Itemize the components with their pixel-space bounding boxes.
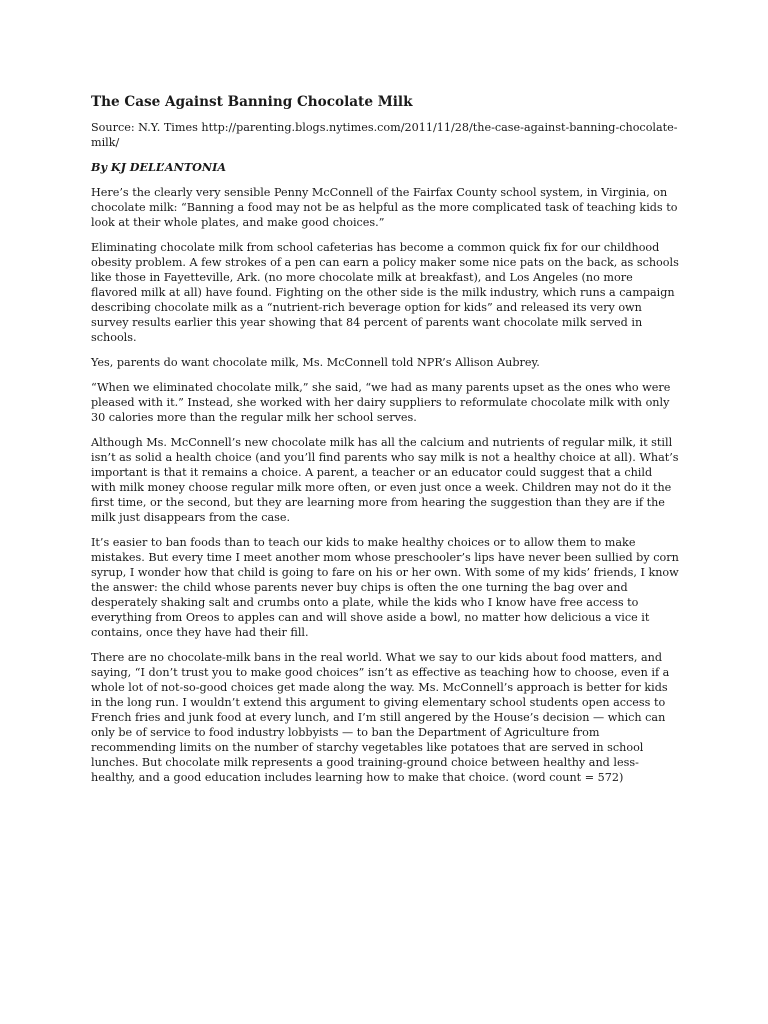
paragraph-6: It’s easier to ban foods than to teach our kids to make healthy choices or to allow them to make mistakes. But every time I meet another mom whose preschooler’s lips have never been sullied by corn syrup, I wonder how that child is going to fare on his or her own. With some of my kids’ friends, I know the answer: the child whose parents never buy chips is often the one turning the bag over and desperately shaking salt and crumbs onto a plate, while the kids who I know have free access to everything from Oreos to apples can and will shove aside a bowl, no matter how delicious a vice it contains, once they have had their fill. <box>91 536 679 639</box>
document-title: The Case Against Banning Chocolate Milk <box>91 94 413 110</box>
byline: By KJ DELL’ANTONIA <box>91 160 227 174</box>
paragraph-1: Here’s the clearly very sensible Penny McConnell of the Fairfax County school system, in Virginia, on chocolate milk: “Banning a food may not be as helpful as the more complicated task of teaching kids to look at their whole plates, and make good choices.” <box>91 186 678 229</box>
paragraph-7: There are no chocolate-milk bans in the real world. What we say to our kids about food matters, and saying, “I don’t trust you to make good choices” isn’t as effective as teaching how to choose, even if a whole lot of not-so-good choices get made along the way. Ms. McConnell’s approach is better for kids in the long run. I wouldn’t extend this argument to giving elementary school students open access to French fries and junk food at every lunch, and I’m still angered by the House’s decision — which can only be of service to food industry lobbyists — to ban the Department of Agriculture from recommending limits on the number of starchy vegetables like potatoes that are served in school lunches. But chocolate milk represents a good training-ground choice between healthy and less-healthy, and a good education includes learning how to make that choice. (word count = 572) <box>91 651 670 784</box>
paragraph-3: Yes, parents do want chocolate milk, Ms. McConnell told NPR’s Allison Aubrey. <box>91 356 540 369</box>
document-page <box>91 93 679 795</box>
paragraph-2: Eliminating chocolate milk from school cafeterias has become a common quick fix for our childhood obesity problem. A few strokes of a pen can earn a policy maker some nice pats on the back, as schools like those in Fayetteville, Ark. (no more chocolate milk at breakfast), and Los Angeles (no more flavored milk at all) have found. Fighting on the other side is the milk industry, which runs a campaign describing chocolate milk as a “nutrient-rich beverage option for kids” and released its very own survey results earlier this year showing that 84 percent of parents want chocolate milk served in schools. <box>91 241 679 344</box>
paragraph-5: Although Ms. McConnell’s new chocolate milk has all the calcium and nutrients of regular milk, it still isn’t as solid a health choice (and you’ll find parents who say milk is not a healthy choice at all). What’s important is that it remains a choice. A parent, a teacher or an educator could suggest that a child with milk money choose regular milk more often, or even just once a week. Children may not do it the first time, or the second, but they are learning more from hearing the suggestion than they are if the milk just disappears from the case. <box>91 436 679 524</box>
source-line: Source: N.Y. Times http://parenting.blogs.nytimes.com/2011/11/28/the-case-against-banning-chocolate-milk/ <box>91 121 678 149</box>
paragraph-4: “When we eliminated chocolate milk,” she said, “we had as many parents upset as the ones who were pleased with it.” Instead, she worked with her dairy suppliers to reformulate chocolate milk with only 30 calories more than the regular milk her school serves. <box>91 381 671 424</box>
